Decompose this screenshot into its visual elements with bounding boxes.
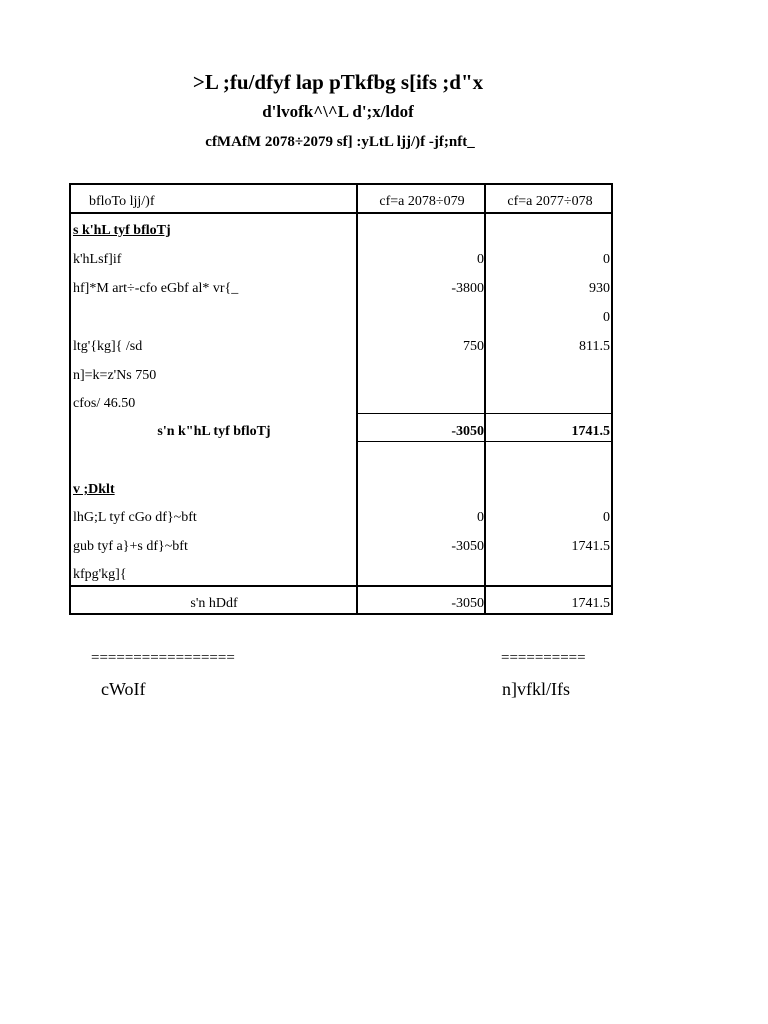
row-value-current: 750 [463, 339, 484, 354]
row-label: lhG;L tyf cGo df}~bft [73, 510, 197, 525]
document-subtitle: d'lvofk^\^L d';x/ldof [262, 102, 414, 121]
row-value-previous: 0 [603, 510, 610, 525]
total-assets-previous: 1741.5 [571, 596, 610, 611]
column-divider-2 [484, 183, 486, 615]
signature-line-chairperson: ================= [91, 650, 235, 666]
row-value-previous [487, 366, 610, 386]
row-value-current [359, 394, 484, 414]
signature-auditor: n]vfkl/Ifs [502, 679, 570, 699]
signature-chairperson: cWoIf [101, 679, 146, 699]
table-border-right [611, 183, 613, 615]
balance-sheet-table [69, 183, 613, 615]
total-capital-liabilities-previous: 1741.5 [571, 424, 610, 439]
row-value-current [359, 366, 484, 386]
row-label: ltg'{kg]{ /sd [73, 339, 143, 354]
row-value-current [359, 308, 484, 328]
total2-top-line [69, 585, 613, 587]
row-value-current [359, 565, 484, 585]
total-assets-label: s'n hDdf [190, 596, 238, 611]
row-value-current: 0 [477, 510, 484, 525]
row-value-previous: 0 [603, 252, 610, 267]
row-value-previous: 0 [603, 310, 610, 325]
row-value-previous: 1741.5 [571, 539, 610, 554]
table-border-top [69, 183, 613, 185]
total-assets-current: -3050 [451, 596, 484, 611]
row-value-previous [487, 394, 610, 414]
row-label: hf]*M art÷-cfo eGbf al* vr{_ [73, 281, 239, 296]
row-label: n]=k=z'Ns 750 [73, 368, 157, 383]
row-value-current: -3050 [451, 539, 484, 554]
row-value-current: 0 [477, 252, 484, 267]
document-title: >L ;fu/dfyf lap pTkfbg s[ifs ;d"x [192, 70, 484, 94]
header-divider [69, 212, 613, 214]
row-value-current: -3800 [451, 281, 484, 296]
row-label: k'hLsf]if [73, 252, 122, 267]
section-title-capital-liabilities: s k'hL tyf bfloTj [73, 223, 171, 238]
total-capital-liabilities-current: -3050 [451, 424, 484, 439]
total-capital-liabilities-label: s'n k"hL tyf bfloTj [157, 424, 271, 439]
column-divider-1-lower [356, 469, 358, 585]
row-label: kfpg'kg]{ [73, 567, 127, 582]
column-header-previous-year: cf=a 2077÷078 [507, 194, 593, 209]
column-header-current-year: cf=a 2078÷079 [379, 194, 465, 209]
row-value-previous: 811.5 [579, 339, 610, 354]
document-period: cfMAfM 2078÷2079 sf] :yLtL ljj/)f -jf;nft_ [205, 134, 475, 150]
row-value-previous: 930 [589, 281, 610, 296]
row-label: gub tyf a}+s df}~bft [73, 539, 188, 554]
signature-line-auditor: ========== [501, 650, 586, 666]
row-label: cfos/ 46.50 [73, 396, 136, 411]
section-title-assets: v ;Dklt [73, 482, 115, 497]
row-value-previous [487, 565, 610, 585]
table-border-left [69, 183, 71, 615]
column-header-description: bfloTo ljj/)f [89, 194, 155, 209]
